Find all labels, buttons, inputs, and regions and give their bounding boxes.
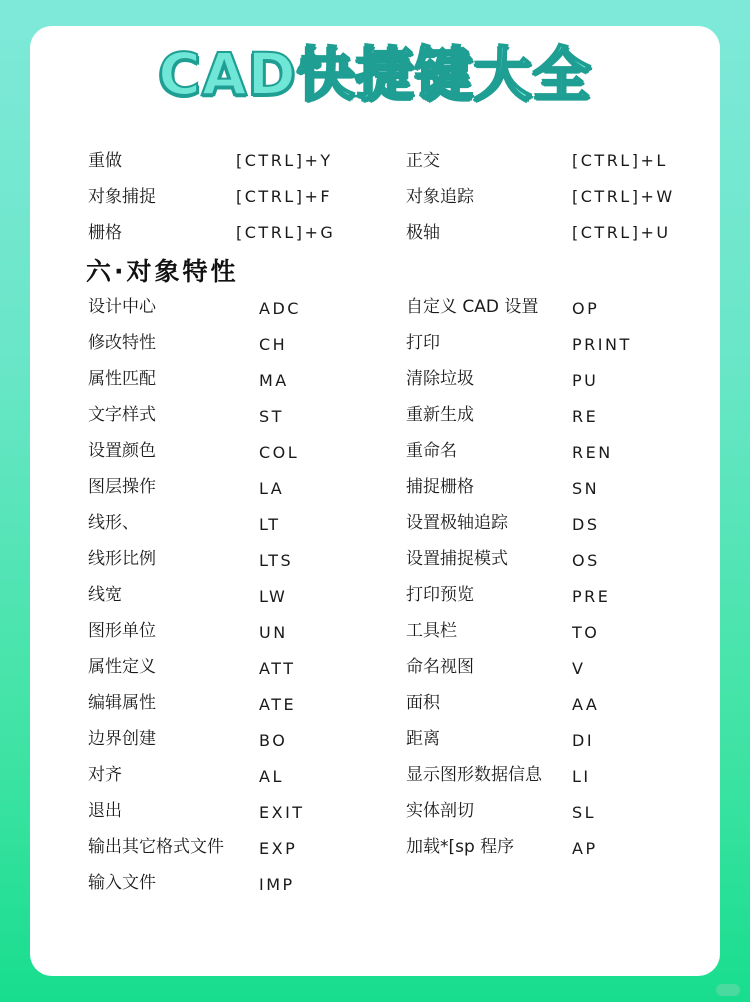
corner-watermark: [716, 984, 740, 996]
shortcut-key: [CTRL]+L: [572, 151, 668, 170]
shortcut-name: 修改特性: [88, 333, 156, 353]
shortcut-key: AL: [259, 767, 284, 786]
shortcut-key: EXP: [259, 839, 298, 858]
shortcut-key: PRE: [572, 587, 611, 606]
shortcut-key: [CTRL]+Y: [236, 151, 333, 170]
shortcut-name: 设置颜色: [88, 441, 156, 461]
shortcut-name: 正交: [406, 151, 440, 171]
shortcut-key: V: [572, 659, 586, 678]
shortcut-name: 对象捕捉: [88, 187, 156, 207]
shortcut-key: MA: [259, 371, 289, 390]
shortcut-key: [CTRL]+U: [572, 223, 671, 242]
shortcut-key: BO: [259, 731, 288, 750]
shortcut-key: AA: [572, 695, 600, 714]
shortcut-key: ADC: [259, 299, 301, 318]
shortcut-key: UN: [259, 623, 288, 642]
shortcut-name: 显示图形数据信息: [406, 765, 542, 785]
shortcut-key: REN: [572, 443, 613, 462]
shortcut-name: 实体剖切: [406, 801, 474, 821]
shortcut-key: PRINT: [572, 335, 632, 354]
shortcut-key: AP: [572, 839, 598, 858]
page-title: CAD快捷键大全: [158, 40, 592, 108]
shortcut-name: 线形、: [88, 513, 139, 533]
shortcut-name: 线形比例: [88, 549, 156, 569]
shortcut-name: 对象追踪: [406, 187, 474, 207]
shortcut-name: 清除垃圾: [406, 369, 474, 389]
shortcut-key: [CTRL]+G: [236, 223, 336, 242]
shortcut-name: 重命名: [406, 441, 457, 461]
shortcut-key: PU: [572, 371, 599, 390]
shortcut-name: 属性定义: [88, 657, 156, 677]
shortcut-key: [CTRL]+F: [236, 187, 333, 206]
shortcut-name: 重做: [88, 151, 122, 171]
shortcut-name: 栅格: [88, 223, 122, 243]
shortcut-name: 输入文件: [88, 873, 156, 893]
shortcut-name: 工具栏: [406, 621, 457, 641]
shortcut-name: 面积: [406, 693, 440, 713]
shortcut-name: 对齐: [88, 765, 122, 785]
shortcut-name: 命名视图: [406, 657, 474, 677]
shortcut-name: 极轴: [406, 223, 440, 243]
shortcut-name: 打印预览: [406, 585, 474, 605]
shortcut-key: EXIT: [259, 803, 305, 822]
shortcut-key: ST: [259, 407, 284, 426]
shortcut-key: CH: [259, 335, 288, 354]
shortcut-key: LI: [572, 767, 591, 786]
shortcut-name: 重新生成: [406, 405, 474, 425]
shortcut-name: 图层操作: [88, 477, 156, 497]
shortcut-key: OS: [572, 551, 600, 570]
shortcut-name: 输出其它格式文件: [88, 837, 224, 857]
shortcut-name: 属性匹配: [88, 369, 156, 389]
shortcut-key: RE: [572, 407, 599, 426]
shortcut-key: ATE: [259, 695, 297, 714]
shortcut-key: [CTRL]+W: [572, 187, 675, 206]
shortcut-name: 加载*[sp 程序: [406, 837, 515, 857]
shortcut-name: 捕捉栅格: [406, 477, 474, 497]
shortcut-name: 自定义 CAD 设置: [406, 297, 539, 317]
section-heading: 六·对象特性: [86, 257, 239, 286]
shortcut-key: SN: [572, 479, 600, 498]
shortcut-key: DI: [572, 731, 595, 750]
shortcut-key: IMP: [259, 875, 295, 894]
shortcut-name: 设置捕捉模式: [406, 549, 508, 569]
shortcut-key: LT: [259, 515, 281, 534]
shortcut-name: 打印: [406, 333, 440, 353]
shortcut-key: TO: [572, 623, 600, 642]
shortcut-key: ATT: [259, 659, 296, 678]
shortcut-name: 设置极轴追踪: [406, 513, 508, 533]
shortcut-name: 文字样式: [88, 405, 156, 425]
shortcut-name: 编辑属性: [88, 693, 156, 713]
shortcut-name: 设计中心: [88, 297, 156, 317]
shortcut-key: LTS: [259, 551, 294, 570]
shortcut-key: DS: [572, 515, 600, 534]
shortcut-key: LA: [259, 479, 285, 498]
shortcut-name: 线宽: [88, 585, 122, 605]
shortcut-name: 退出: [88, 801, 122, 821]
shortcut-name: 边界创建: [88, 729, 156, 749]
shortcut-key: SL: [572, 803, 597, 822]
shortcut-name: 距离: [406, 729, 440, 749]
shortcut-name: 图形单位: [88, 621, 156, 641]
shortcut-key: OP: [572, 299, 600, 318]
shortcut-key: COL: [259, 443, 300, 462]
shortcut-key: LW: [259, 587, 288, 606]
